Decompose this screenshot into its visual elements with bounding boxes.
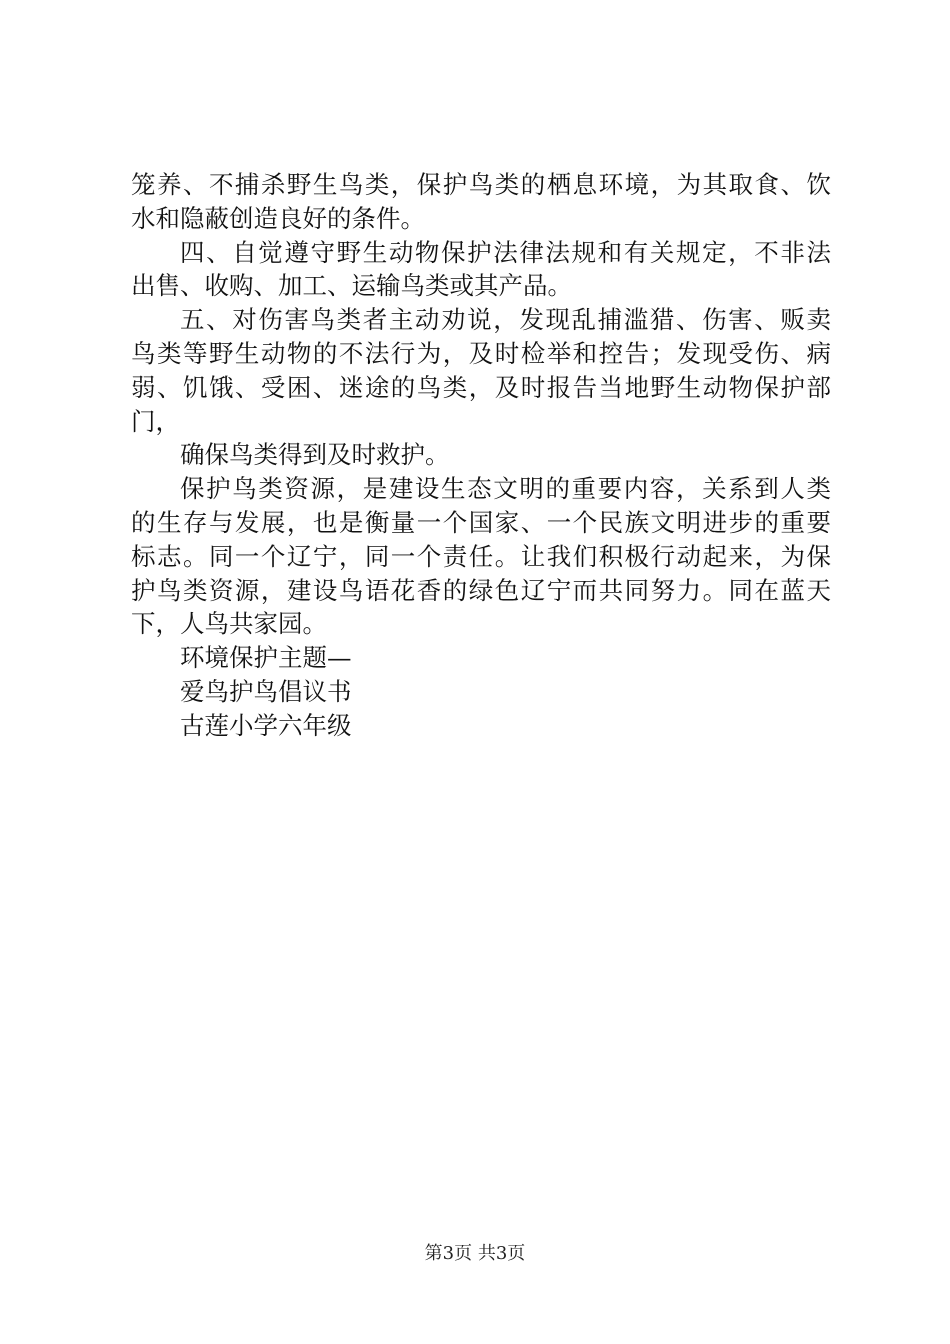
text-line: 确保鸟类得到及时救护。 xyxy=(180,440,450,470)
text-line: 水和隐蔽创造良好的条件。 xyxy=(131,203,425,233)
text-line: 出售、收购、加工、运输鸟类或其产品。 xyxy=(131,271,572,301)
text-line: 下，人鸟共家园。 xyxy=(131,609,327,639)
signature-title: 爱鸟护鸟倡议书 xyxy=(180,676,352,706)
paragraph-four-start: 四、自觉遵守野生动物保护法律法规和有关规定，不非法 xyxy=(180,237,831,267)
text-line: 的生存与发展，也是衡量一个国家、一个民族文明进步的重要 xyxy=(131,507,831,537)
text-line: 标志。同一个辽宁，同一个责任。让我们积极行动起来，为保 xyxy=(131,541,831,571)
page-footer: 第3页 共3页 xyxy=(424,1243,526,1264)
document-body xyxy=(131,168,831,743)
signature-school: 古莲小学六年级 xyxy=(180,710,352,740)
text-line: 弱、饥饿、受困、迷途的鸟类，及时报告当地野生动物保护部 xyxy=(131,372,831,402)
text-line: 门， xyxy=(131,406,180,436)
closing-paragraph-start: 保护鸟类资源，是建设生态文明的重要内容，关系到人类 xyxy=(180,474,831,504)
text-line: 护鸟类资源，建设鸟语花香的绿色辽宁而共同努力。同在蓝天 xyxy=(131,575,831,605)
paragraph-five-start: 五、对伤害鸟类者主动劝说，发现乱捕滥猎、伤害、贩卖 xyxy=(180,305,831,335)
text-line: 鸟类等野生动物的不法行为，及时检举和控告；发现受伤、病 xyxy=(131,338,831,368)
signature-theme: 环境保护主题— xyxy=(180,643,352,673)
text-line: 笼养、不捕杀野生鸟类，保护鸟类的栖息环境，为其取食、饮 xyxy=(131,170,831,199)
